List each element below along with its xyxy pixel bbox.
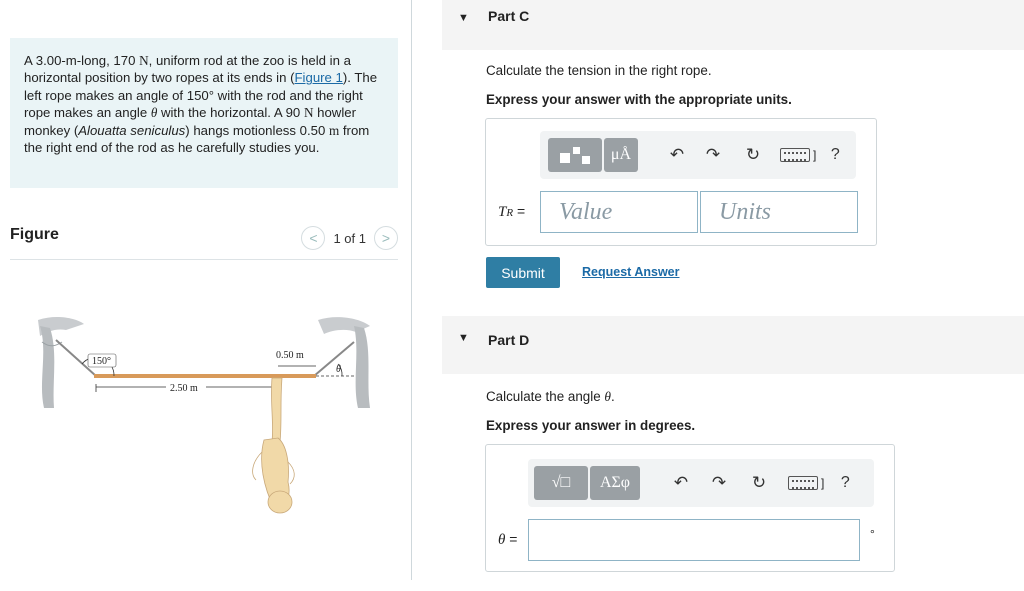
dim-right-label: 0.50 m: [276, 350, 304, 361]
next-figure-button[interactable]: >: [374, 226, 398, 250]
problem-statement: A 3.00-m-long, 170 N, uniform rod at the zoo is held in a horizontal position by two ropes at its ends in (Figure 1). The left rope makes an angle of 150° with the rod and the right rope makes an angle θ with the horizontal. A 90 N howler monkey (Alouatta seniculus) hangs motionless 0.50 m from the right end of the rod as he carefully studies you.: [10, 38, 398, 188]
part-c-title: Part C: [488, 8, 530, 24]
part-d-header[interactable]: [442, 316, 1024, 374]
left-tree: [38, 317, 84, 408]
angle-right-label: θ: [336, 364, 341, 375]
part-d-instruction: Express your answer in degrees.: [486, 418, 696, 433]
angle-left-label: 150°: [92, 356, 111, 367]
undo-icon[interactable]: ↶: [673, 473, 689, 492]
keyboard-icon[interactable]: ]: [788, 476, 824, 490]
tr-label: TR =: [498, 203, 526, 220]
monkey: [253, 378, 295, 513]
reset-icon[interactable]: ↻: [745, 145, 761, 164]
keyboard-icon[interactable]: ]: [780, 148, 816, 162]
keyboard-glyph-icon[interactable]: [788, 476, 818, 490]
redo-icon[interactable]: ↷: [711, 473, 727, 492]
undo-icon[interactable]: ↶: [669, 145, 685, 164]
collapse-caret-icon[interactable]: ▼: [458, 332, 469, 344]
part-c-answer-box: [485, 118, 877, 246]
dim-left-label: 2.50 m: [170, 383, 198, 394]
figure-title: Figure: [10, 226, 59, 243]
part-d-toolbar: [528, 459, 874, 507]
right-rope: [314, 342, 354, 376]
units-icon[interactable]: μÅ: [604, 138, 638, 172]
value-input[interactable]: Value: [540, 191, 698, 233]
left-panel: [0, 0, 412, 591]
submit-button[interactable]: Submit: [486, 257, 560, 288]
figure-image: [36, 312, 376, 517]
templates-icon[interactable]: [548, 138, 602, 172]
units-input[interactable]: Units: [700, 191, 858, 233]
help-icon[interactable]: ?: [830, 146, 840, 163]
request-answer-link[interactable]: Request Answer: [582, 265, 680, 279]
angle-input[interactable]: [528, 519, 860, 561]
right-tree: [318, 317, 370, 408]
figure-pager: [301, 226, 398, 250]
pager-text: 1 of 1: [333, 230, 366, 246]
figure-link[interactable]: Figure 1: [294, 70, 343, 86]
part-c-toolbar: [540, 131, 856, 179]
prev-figure-button[interactable]: <: [301, 226, 325, 250]
part-d-title: Part D: [488, 332, 530, 348]
part-d-answer-box: [485, 444, 895, 572]
redo-icon[interactable]: ↷: [705, 145, 721, 164]
greek-symbols-icon[interactable]: ΑΣφ: [590, 466, 640, 500]
part-d-question: Calculate the angle θ.: [486, 389, 615, 404]
help-icon[interactable]: ?: [840, 474, 850, 491]
theta-label: θ =: [498, 531, 518, 548]
rod: [94, 374, 316, 378]
part-c-question: Calculate the tension in the right rope.: [486, 63, 712, 78]
part-c-header[interactable]: [442, 0, 1024, 50]
collapse-caret-icon[interactable]: ▼: [458, 12, 469, 24]
part-c-instruction: Express your answer with the appropriate units.: [486, 92, 792, 107]
degree-symbol: °: [870, 527, 875, 541]
radical-template-icon[interactable]: √□: [534, 466, 588, 500]
figure-header: [10, 224, 398, 260]
keyboard-glyph-icon[interactable]: [780, 148, 810, 162]
reset-icon[interactable]: ↻: [751, 473, 767, 492]
panel-divider: [411, 0, 412, 580]
